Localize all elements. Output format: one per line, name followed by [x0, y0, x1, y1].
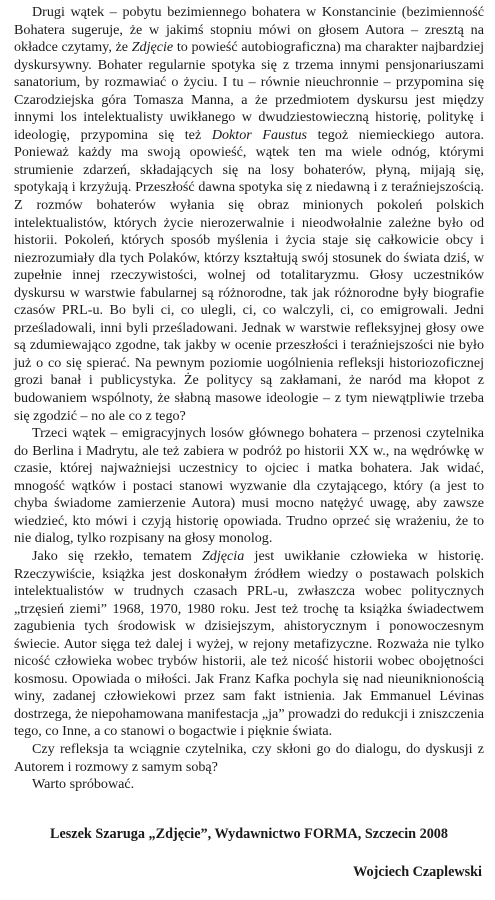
article-body [14, 4, 484, 794]
text-run: Jako się rzekło, tematem [32, 547, 202, 564]
book-citation: Leszek Szaruga „Zdjęcie”, Wydawnictwo FORMA, Szczecin 2008 [50, 825, 448, 842]
paragraph-2 [14, 425, 484, 548]
paragraph-1 [14, 4, 484, 425]
paragraph-4 [14, 741, 484, 776]
text-run: tegoż niemieckiego autora. Ponieważ każdy ma swoją opowieść, wątek ten ma wiele odnóg, którymi strumienie zdarzeń, składających się na losy bohaterów, płyną, mijają się, spotykają i krzyżują. Przeszłość dawna spotyka się z niedawną i z teraźniejszością. Z rozmów bohaterów wyłania się obraz minionych pokoleń polskich intelektualistów, których życie nierozerwalnie i nieodwołalnie zależne było od historii. Pokoleń, których sposób myślenia i życia staje się całkowicie obcy i niezrozumiały dla tych Polaków, którzy kształtują swój stosunek do świata dziś, w zupełnie innej rzeczywistości, wolnej od totalitaryzmu. Głosy uczestników dyskursu w warstwie fabularnej są różnorodne, tak jak różnorodne były biografie czasów PRL-u. Bo byli ci, co ulegli, ci, co walczyli, ci, co emigrowali. Jedni prześladowali, inni byli prześladowani. Jednak w warstwie refleksyjnej głosy owe są zdumiewająco zgodne, tak jakby w ocenie przeszłości i teraźniejszości nie było już o co się spierać. Na pewnym poziomie uogólnienia refleksji historiozoficznej grozi banał i publicystyka. Że politycy są zakłamani, że naród ma kłopot z budowaniem wspólnoty, że słabną masowe ideologie – z tym niewątpliwie trzeba się zgodzić – no ale co z tego? [14, 126, 484, 424]
text-run: jest uwikłanie człowieka w historię. Rzeczywiście, książka jest doskonałym źródłem wiedzy o postawach polskich intelektualistów w trudnych czasach PRL-u, zwłaszcza wobec politycznych „trzęsień ziemi” 1968, 1970, 1980 roku. Jest też trochę ta książka świadectwem zagubienia tych środowisk w dzisiejszym, ahistorycznym i ponowoczesnym świecie. Autor sięga też dalej i wyżej, w rejony metafizyczne. Rozważa nie tylko nicość człowieka wobec trybów historii, ale też nicość historii wobec obojętności kosmosu. Opowiada o miłości. Jak Franz Kafka pochyla się nad nieuniknionością winy, zadanej człowiekowi przez sam fakt istnienia. Jak Emmanuel Lévinas dostrzega, że niepohamowana manifestacja „ja” prowadzi do redukcji i zniszczenia tego, co Inne, a co stanowi o bogactwie i pięknie świata. [14, 547, 485, 740]
italic-title: Doktor Faustus [211, 126, 307, 143]
text-run: Drugi wątek – pobytu bezimiennego bohatera w Konstancinie (bezimienność Bohatera sugeruje, że w jakimś stopniu mówi on głosem Autora – zresztą na okładce czytamy, że [14, 4, 484, 56]
text-run: Czy refleksja ta wciągnie czytelnika, czy skłoni go do dialogu, do dyskusji z Autorem i rozmowy z samym sobą? [14, 740, 484, 775]
text-run: to powieść autobiograficzna) ma charakter najbardziej dyskursywny. Bohater regularnie spotyka się z trzema innymi pensjonariuszami sanatorium, by rozmawiać o życiu. I tu – równie nieuchronnie – przypomina się Czarodziejska góra Tomasza Manna, a że przedmiotem dyskursu jest między innymi los intelektualisty uwikłanego w dwudziestowieczną historię, politykę i ideologię, przypomina się też [14, 39, 484, 143]
paragraph-3 [14, 548, 484, 741]
italic-title: Zdjęcia [201, 547, 245, 564]
paragraph-5 [14, 776, 484, 794]
text-run: Warto spróbować. [32, 776, 135, 793]
italic-title: Zdjęcie [131, 39, 174, 56]
text-run: Trzeci wątek – emigracyjnych losów głównego bohatera – przenosi czytelnika do Berlina i Madrytu, ale też zabiera w podróż po historii XX w., na wędrówkę w czasie, której najważniejsi uczestnicy to ojciec i matka bohatera. Jak widać, mnogość wątków i postaci stanowi wyzwanie dla czytającego, który (a jest to chyba świadome zamierzenie Autora) musi mocno natężyć uwagę, aby zawsze wiedzieć, kto mówi i czyją historię opowiada. Trudno oprzeć się wrażeniu, że to nie dialog, tylko rozpisany na głosy monolog. [14, 425, 484, 547]
review-author: Wojciech Czaplewski [353, 863, 482, 880]
